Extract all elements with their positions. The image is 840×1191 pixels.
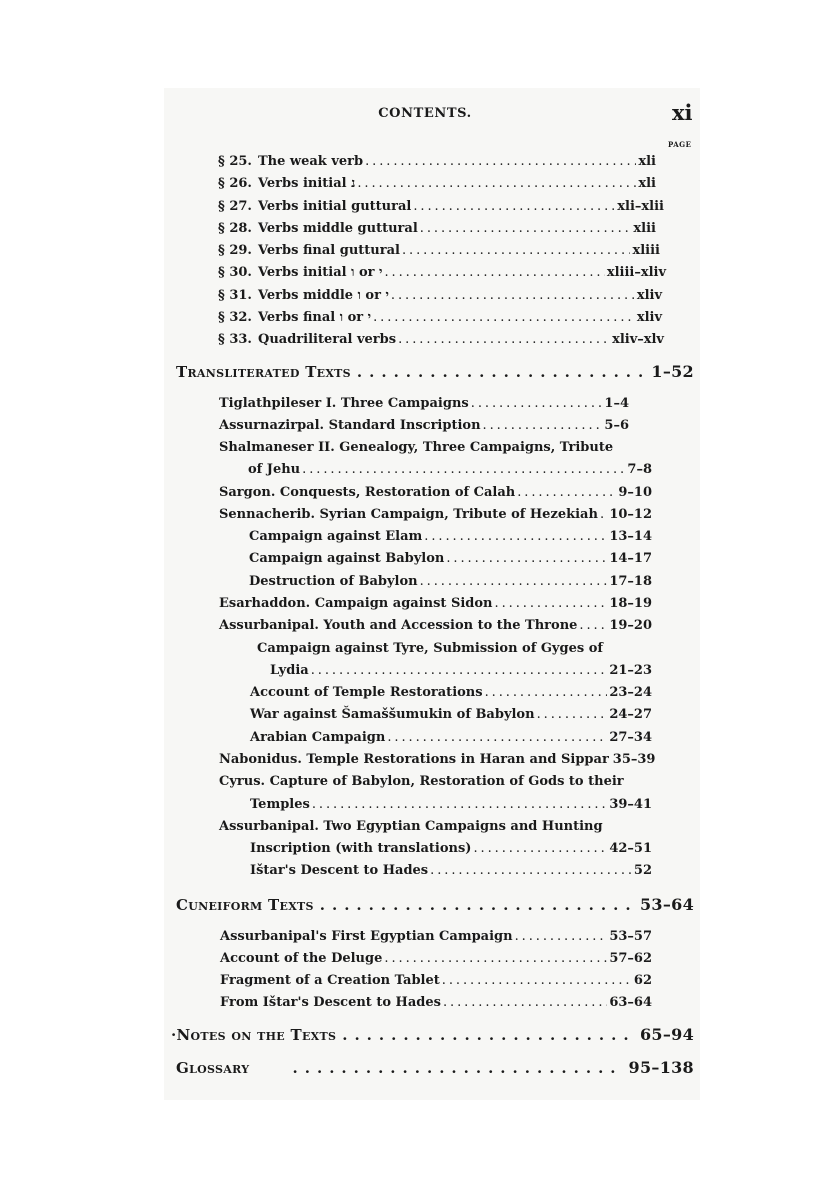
entry-pages: xlii <box>633 221 656 236</box>
toc-entry[interactable] <box>250 862 652 880</box>
dot-leader <box>537 706 608 724</box>
entry-title: Verbs final ו or י <box>258 310 372 325</box>
toc-entry[interactable] <box>219 395 629 413</box>
dot-leader <box>600 506 607 524</box>
section-cuneiform-texts[interactable] <box>176 895 694 915</box>
entry-title: Sennacherib. Syrian Campaign, Tribute of Hezekiah <box>219 507 598 522</box>
toc-entry[interactable] <box>218 309 662 327</box>
toc-entry[interactable] <box>249 550 652 568</box>
dot-leader <box>342 1025 634 1045</box>
dot-leader <box>357 362 645 382</box>
dot-leader <box>473 840 607 858</box>
toc-entry[interactable] <box>270 662 652 680</box>
dot-leader <box>302 461 625 479</box>
toc-entry[interactable] <box>218 175 656 193</box>
entry-title: Verbs initial ו or י <box>258 265 383 280</box>
toc-entry[interactable] <box>249 528 652 546</box>
entry-pages: xli <box>638 154 656 169</box>
dot-leader <box>420 573 608 591</box>
entry-title: Arabian Campaign <box>250 730 386 745</box>
entry-title: Nabonidus. Temple Restorations in Haran and Sippar <box>219 752 609 767</box>
entry-pages: xliv <box>636 310 662 325</box>
entry-pages: xliii <box>632 243 660 258</box>
entry-pages: 14–17 <box>609 551 652 566</box>
entry-title: Tiglathpileser I. Three Campaigns <box>219 396 469 411</box>
entry-pages: 62 <box>633 973 652 988</box>
dot-leader <box>357 175 636 193</box>
entry-pages: xliv <box>636 288 662 303</box>
entry-title: Ištar's Descent to Hades <box>250 863 429 878</box>
entry-title: Assurbanipal's First Egyptian Campaign <box>220 929 513 944</box>
entry-title: Lydia <box>270 663 309 678</box>
dot-leader <box>384 950 607 968</box>
dot-leader <box>373 309 635 327</box>
toc-entry[interactable] <box>220 972 652 990</box>
entry-title: Esarhaddon. Campaign against Sidon <box>219 596 493 611</box>
entry-pages: 17–18 <box>609 574 652 589</box>
entry-pages: 7–8 <box>627 462 652 477</box>
entry-title: Inscription (with translations) <box>250 841 472 856</box>
dot-leader <box>443 994 607 1012</box>
toc-entry[interactable] <box>218 198 664 216</box>
toc-entry[interactable] <box>218 153 656 171</box>
section-notes-on-texts[interactable] <box>171 1025 694 1045</box>
entry-pages: xli <box>638 176 656 191</box>
section-number: § 26. <box>218 176 252 191</box>
entry-pages: 5–6 <box>604 418 629 433</box>
section-transliterated-texts[interactable] <box>176 362 694 382</box>
dot-leader <box>255 1058 622 1078</box>
entry-title-line: Cyrus. Capture of Babylon, Restoration of Gods to their <box>219 774 624 789</box>
entry-title: Sargon. Conquests, Restoration of Calah <box>219 485 516 500</box>
entry-title-line: Campaign against Tyre, Submission of Gyges of <box>257 641 603 656</box>
entry-title: Verbs initial guttural <box>258 199 412 214</box>
section-pages: 65–94 <box>639 1025 694 1044</box>
entry-title: Verbs middle guttural <box>258 221 418 236</box>
entry-pages: 9–10 <box>618 485 652 500</box>
entry-title: Verbs middle ו or י <box>258 288 389 303</box>
dot-leader <box>430 862 632 880</box>
entry-title: Fragment of a Creation Tablet <box>220 973 440 988</box>
toc-entry[interactable] <box>218 287 662 305</box>
toc-entry[interactable] <box>250 729 652 747</box>
entry-title: Campaign against Babylon <box>249 551 445 566</box>
dot-leader <box>420 220 632 238</box>
toc-entry[interactable] <box>219 617 652 635</box>
page-number: xi <box>672 100 693 125</box>
section-number: § 33. <box>218 332 252 347</box>
dot-leader <box>515 928 608 946</box>
entry-pages: 23–24 <box>609 685 652 700</box>
toc-entry[interactable] <box>220 928 652 946</box>
entry-pages: 63–64 <box>609 995 652 1010</box>
entry-title: Verbs final guttural <box>258 243 400 258</box>
section-number: § 25. <box>218 154 252 169</box>
dot-leader <box>312 796 607 814</box>
entry-title-line: Assurbanipal. Two Egyptian Campaigns and Hunting <box>219 819 603 834</box>
section-pages: 95–138 <box>628 1058 694 1077</box>
dot-leader <box>384 264 604 282</box>
entry-title: Quadriliteral verbs <box>258 332 397 347</box>
dot-leader <box>424 528 607 546</box>
entry-pages: 35–39 <box>612 752 656 767</box>
entry-title: Verbs initial נ <box>258 176 356 191</box>
entry-title: Account of the Deluge <box>220 951 383 966</box>
dot-leader <box>579 617 607 635</box>
entry-pages: xliii–xliv <box>606 265 666 280</box>
entry-pages: 21–23 <box>609 663 652 678</box>
entry-title: From Ištar's Descent to Hades <box>220 995 441 1010</box>
entry-pages: 24–27 <box>609 707 652 722</box>
dot-leader <box>387 729 607 747</box>
section-title: Glossary <box>176 1059 250 1077</box>
entry-pages: 1–4 <box>604 396 629 411</box>
toc-entry[interactable] <box>219 417 629 435</box>
entry-title: Assurbanipal. Youth and Accession to the Throne <box>219 618 578 633</box>
toc-entry[interactable] <box>250 684 652 702</box>
dot-leader <box>391 287 635 305</box>
entry-pages: 27–34 <box>609 730 652 745</box>
entry-title: Temples <box>250 797 310 812</box>
toc-entry[interactable] <box>219 751 656 769</box>
toc-entry[interactable] <box>249 573 652 591</box>
entry-title: Campaign against Elam <box>249 529 423 544</box>
running-title: CONTENTS. <box>378 106 472 121</box>
entry-title: Assurnazirpal. Standard Inscription <box>219 418 481 433</box>
dot-leader <box>483 417 603 435</box>
section-number: § 30. <box>218 265 252 280</box>
page-column-label: PAGE <box>668 140 692 149</box>
dot-leader <box>365 153 636 171</box>
section-number: § 32. <box>218 310 252 325</box>
dot-leader <box>320 895 634 915</box>
dot-leader <box>495 595 608 613</box>
entry-pages: 52 <box>633 863 652 878</box>
entry-title: of Jehu <box>248 462 301 477</box>
toc-entry[interactable] <box>218 331 664 349</box>
section-number: § 31. <box>218 288 252 303</box>
dot-leader <box>402 242 631 260</box>
toc-entry[interactable] <box>219 506 652 524</box>
toc-entry[interactable] <box>250 840 652 858</box>
entry-pages: 10–12 <box>609 507 652 522</box>
toc-entry[interactable] <box>220 994 652 1012</box>
dot-leader <box>485 684 608 702</box>
entry-title: War against Šamaššumukin of Babylon <box>250 707 535 722</box>
dot-leader <box>311 662 608 680</box>
page-header <box>0 100 840 128</box>
section-pages: 1–52 <box>651 362 694 381</box>
section-number: § 27. <box>218 199 252 214</box>
entry-pages: xli–xlii <box>617 199 664 214</box>
dot-leader <box>442 972 632 990</box>
page-background <box>164 88 700 1100</box>
entry-title: The weak verb <box>258 154 364 169</box>
section-number: § 28. <box>218 221 252 236</box>
toc-entry[interactable] <box>250 796 652 814</box>
entry-pages: 19–20 <box>609 618 652 633</box>
entry-pages: 39–41 <box>609 797 652 812</box>
toc-entry[interactable] <box>219 484 652 502</box>
dot-leader <box>471 395 603 413</box>
section-title: ·Notes on the Texts <box>171 1026 337 1044</box>
entry-title: Account of Temple Restorations <box>250 685 483 700</box>
toc-entry[interactable] <box>219 595 652 613</box>
section-pages: 53–64 <box>639 895 694 914</box>
entry-pages: 53–57 <box>609 929 652 944</box>
section-title: Transliterated Texts <box>176 363 351 381</box>
dot-leader <box>517 484 616 502</box>
section-number: § 29. <box>218 243 252 258</box>
toc-entry[interactable] <box>218 220 656 238</box>
entry-pages: 42–51 <box>609 841 652 856</box>
entry-pages: 18–19 <box>609 596 652 611</box>
section-glossary[interactable] <box>176 1058 694 1078</box>
dot-leader <box>398 331 610 349</box>
entry-pages: 13–14 <box>609 529 652 544</box>
toc-entry[interactable] <box>248 461 652 479</box>
toc-entry[interactable] <box>218 264 666 282</box>
entry-pages: xliv–xlv <box>612 332 664 347</box>
entry-title: Destruction of Babylon <box>249 574 418 589</box>
toc-entry[interactable] <box>250 706 652 724</box>
toc-entry[interactable] <box>220 950 652 968</box>
dot-leader <box>446 550 607 568</box>
section-title: Cuneiform Texts <box>176 896 314 914</box>
dot-leader <box>413 198 615 216</box>
entry-title-line: Shalmaneser II. Genealogy, Three Campaigns, Tribute <box>219 440 614 455</box>
entry-pages: 57–62 <box>609 951 652 966</box>
toc-entry[interactable] <box>218 242 660 260</box>
